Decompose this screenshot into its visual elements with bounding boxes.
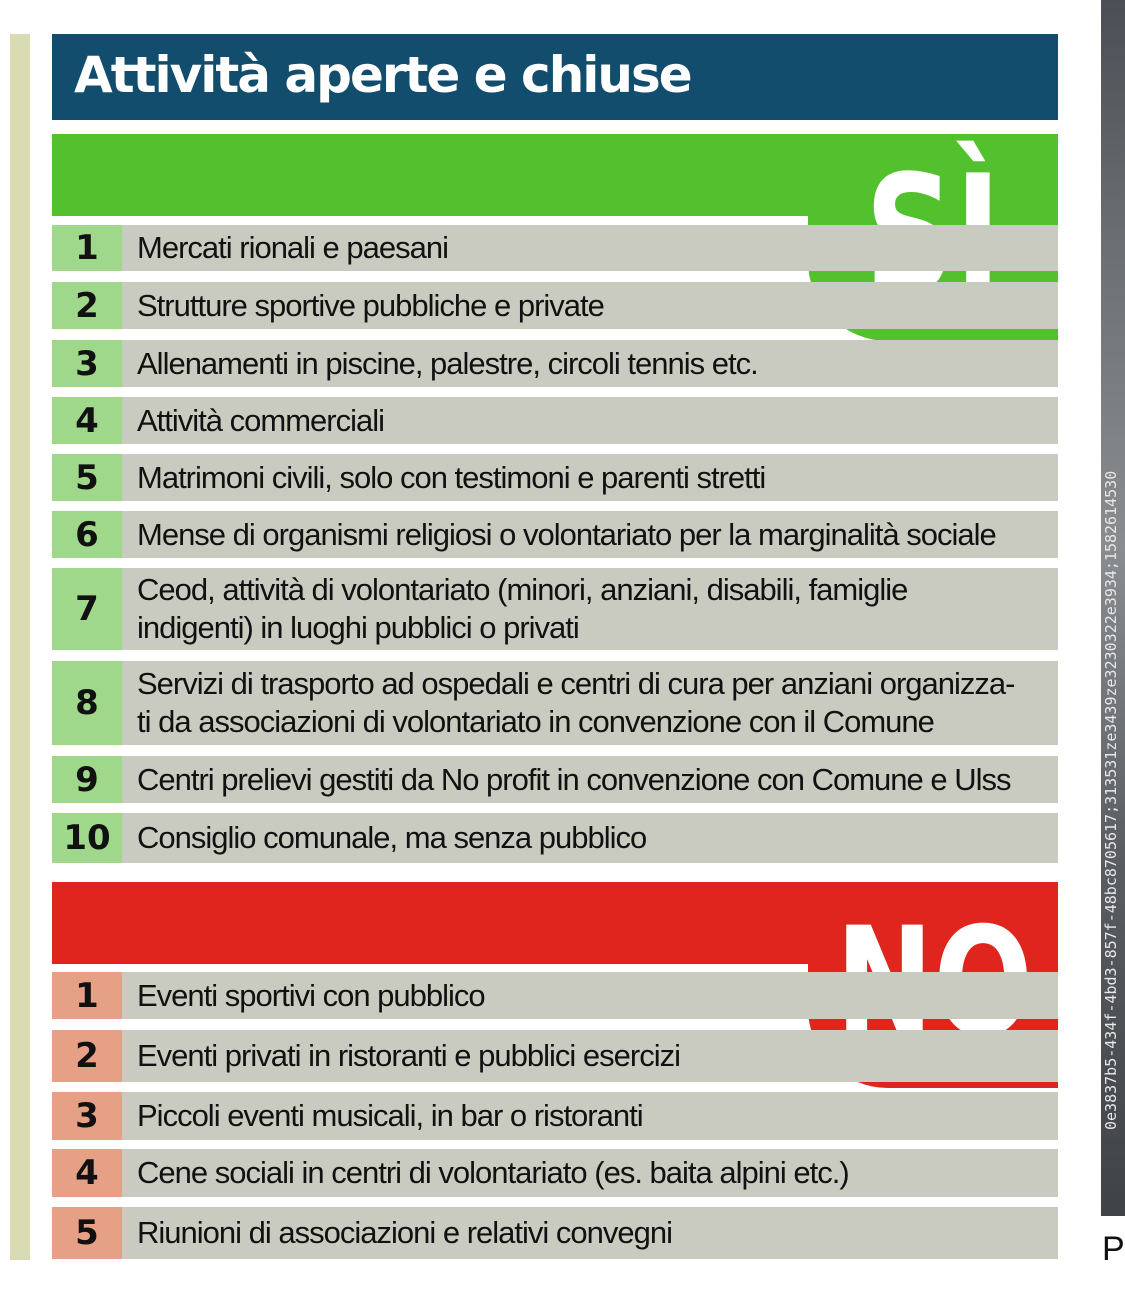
item-text: Mercati rionali e paesani [137,230,449,265]
item-text: Strutture sportive pubbliche e private [137,287,604,323]
list-item [52,1092,1058,1140]
list-item [52,397,1058,444]
list-item [52,454,1058,501]
photo-id-watermark: 0e3837b5-434f-4bd3-857f-48bc8705617;313531ze3439ze3230322e3934;1582614530 [1102,470,1120,1130]
item-number: 5 [52,1207,122,1259]
list-item [52,1149,1058,1197]
item-number: 9 [52,756,122,803]
list-item [52,568,1058,650]
page-letter: P [1102,1230,1125,1268]
list-item [52,972,1058,1019]
item-text: Riunioni di associazioni e relativi convegni [137,1215,672,1250]
item-text: Servizi di trasporto ad ospedali e centri di cura per anziani organizza- ti da associazioni di volontariato in convenzione con il Comune [137,666,1015,739]
item-number: 3 [52,340,122,387]
item-number: 1 [52,225,122,271]
list-item [52,511,1058,558]
list-item [52,661,1058,745]
item-number: 10 [52,813,122,863]
list-item [52,225,1058,271]
item-text: Allenamenti in piscine, palestre, circoli tennis etc. [137,345,758,381]
item-text: Eventi privati in ristoranti e pubblici esercizi [137,1038,680,1073]
item-number: 1 [52,972,122,1019]
item-text: Matrimoni civili, solo con testimoni e parenti stretti [137,459,766,495]
item-text: Eventi sportivi con pubblico [137,977,485,1013]
item-number: 2 [52,1030,122,1082]
item-text: Ceod, attività di volontariato (minori, anziani, disabili, famiglie indigenti) in luoghi pubblici o privati [137,572,908,645]
page-header [52,34,1058,120]
list-item [52,813,1058,863]
item-number: 4 [52,397,122,444]
list-item [52,756,1058,803]
item-text: Consiglio comunale, ma senza pubblico [137,820,647,855]
item-number: 5 [52,454,122,501]
item-number: 7 [52,568,122,650]
item-text: Cene sociali in centri di volontariato (es. baita alpini etc.) [137,1155,849,1190]
item-number: 6 [52,511,122,558]
item-number: 2 [52,282,122,329]
list-item [52,282,1058,329]
list-item [52,340,1058,387]
item-text: Attività commerciali [137,402,384,438]
list-item [52,1207,1058,1259]
item-text: Mense di organismi religiosi o volontariato per la marginalità sociale [137,516,996,552]
left-accent-bar [10,34,30,1260]
item-text: Piccoli eventi musicali, in bar o ristoranti [137,1098,643,1133]
item-number: 8 [52,661,122,745]
item-text: Centri prelievi gestiti da No profit in convenzione con Comune e Ulss [137,761,1011,797]
page-title: Attività aperte e chiuse [74,46,691,104]
item-number: 4 [52,1149,122,1197]
item-number: 3 [52,1092,122,1140]
list-item [52,1030,1058,1082]
